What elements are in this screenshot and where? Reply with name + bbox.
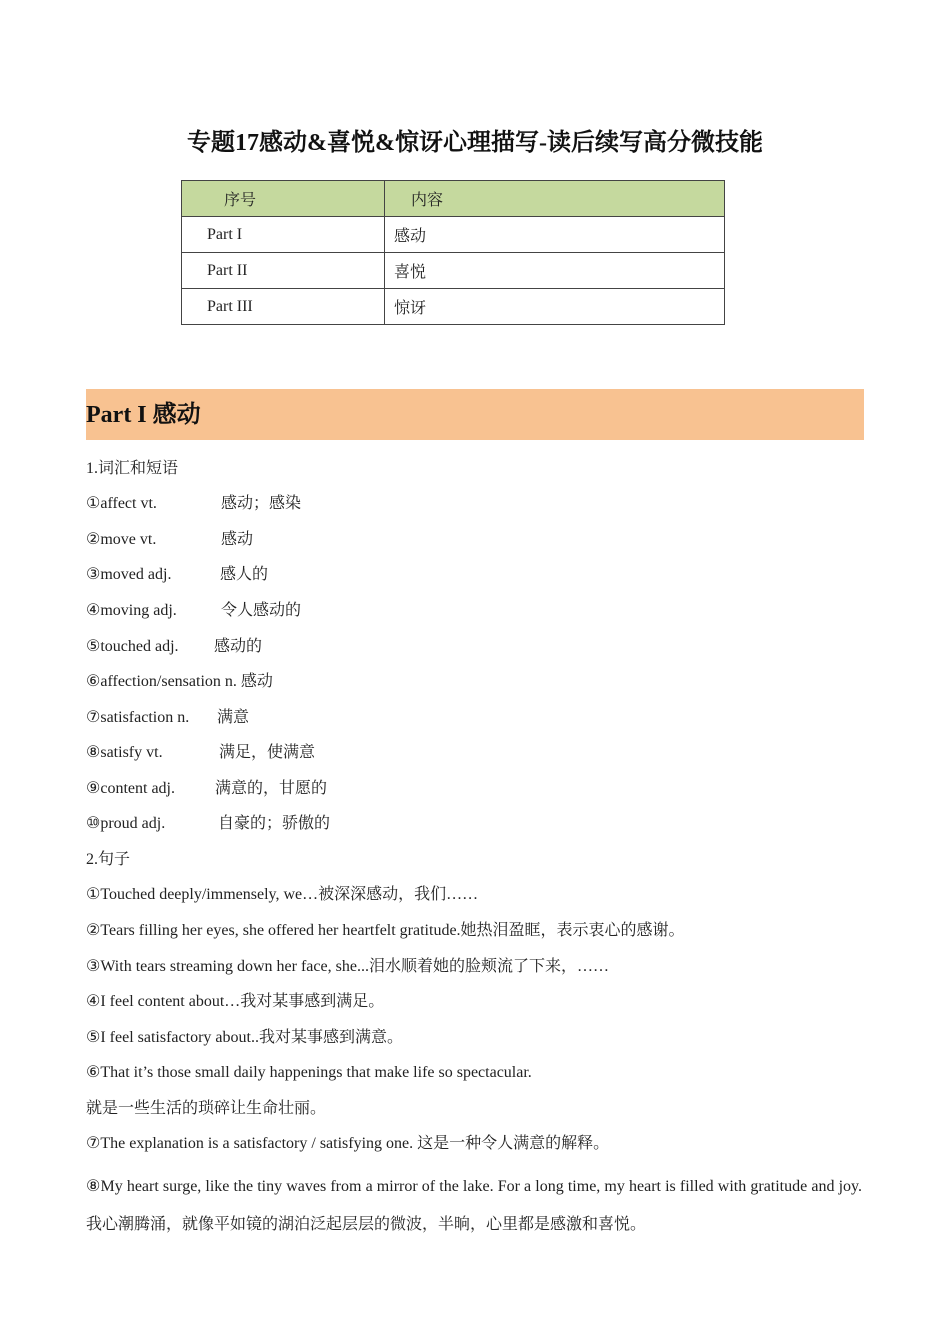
table-cell-topic: 喜悦 xyxy=(385,253,725,289)
vocab-meaning: 感人的 xyxy=(220,566,269,583)
table-cell-topic: 感动 xyxy=(385,217,725,253)
vocab-term: ②move vt. xyxy=(86,531,157,548)
vocab-term: ①affect vt. xyxy=(86,495,157,512)
table-row xyxy=(182,253,725,289)
vocab-term: ⑨content adj. xyxy=(86,780,175,797)
vocab-term: ⑩proud adj. xyxy=(86,815,166,832)
vocab-heading: 1.词汇和短语 xyxy=(86,460,179,477)
table-header-row xyxy=(182,181,725,217)
table-cell-part: Part II xyxy=(182,253,385,289)
vocab-meaning: 满意的，甘愿的 xyxy=(215,780,328,797)
vocab-meaning: 令人感动的 xyxy=(221,602,302,619)
vocab-item xyxy=(86,672,273,692)
vocab-meaning: 自豪的；骄傲的 xyxy=(218,815,331,832)
header-cell-number: 序号 xyxy=(182,181,385,217)
vocab-meaning: 满意 xyxy=(217,709,250,726)
vocab-item xyxy=(86,743,315,763)
header-cell-content: 内容 xyxy=(385,181,725,217)
sentence-item: ③With tears streaming down her face, she...泪水顺着她的脸颊流了下来，…… xyxy=(86,958,609,975)
vocab-meaning: 感动 xyxy=(240,673,273,690)
vocab-term: ⑥affection/sensation n. xyxy=(86,673,237,690)
vocab-item xyxy=(86,779,327,799)
vocab-item xyxy=(86,494,301,514)
table-row xyxy=(182,217,725,253)
sentence-translation: 就是一些生活的琐碎让生命壮丽。 xyxy=(86,1100,327,1117)
vocab-meaning: 满足，使满意 xyxy=(219,744,316,761)
vocab-meaning: 感动 xyxy=(221,531,254,548)
section-header-bar xyxy=(86,389,864,440)
vocab-item xyxy=(86,601,301,621)
vocab-meaning: 感动的 xyxy=(214,638,263,655)
vocab-item xyxy=(86,530,253,550)
sentence-item: ④I feel content about…我对某事感到满足。 xyxy=(86,993,385,1010)
vocab-item xyxy=(86,565,268,585)
sentence-item-long: ⑧My heart surge, like the tiny waves from a mirror of the lake. For a long time, my heart is filled with gratitude and joy.我心潮腾涌，就像平如镜的湖泊泛起层层的微波，半晌，心里都是感激和喜悦。 xyxy=(86,1178,862,1233)
vocab-item xyxy=(86,708,249,728)
sentence-item: ②Tears filling her eyes, she offered her heartfelt gratitude.她热泪盈眶，表示衷心的感谢。 xyxy=(86,922,685,939)
sentence-item: ①Touched deeply/immensely, we…被深深感动，我们…… xyxy=(86,886,479,903)
vocab-item xyxy=(86,814,330,834)
section-heading: Part I 感动 xyxy=(86,402,201,428)
vocab-term: ③moved adj. xyxy=(86,566,172,583)
vocab-term: ⑤touched adj. xyxy=(86,638,179,655)
table-cell-topic: 惊讶 xyxy=(385,289,725,325)
sentence-item: ⑤I feel satisfactory about..我对某事感到满意。 xyxy=(86,1029,403,1046)
sentences-heading: 2.句子 xyxy=(86,851,131,868)
table-cell-part: Part I xyxy=(182,217,385,253)
sentence-item: ⑥That it’s those small daily happenings that make life so spectacular. xyxy=(86,1064,532,1081)
page-title: 专题17感动&喜悦&惊讶心理描写-读后续写高分微技能 xyxy=(187,130,763,156)
vocab-term: ④moving adj. xyxy=(86,602,177,619)
contents-table xyxy=(181,180,725,325)
table-row xyxy=(182,289,725,325)
table-cell-part: Part III xyxy=(182,289,385,325)
vocab-item xyxy=(86,637,262,657)
sentence-item: ⑦The explanation is a satisfactory / satisfying one. 这是一种令人满意的解释。 xyxy=(86,1135,610,1152)
vocab-term: ⑦satisfaction n. xyxy=(86,709,190,726)
vocab-meaning: 感动；感染 xyxy=(221,495,302,512)
vocab-term: ⑧satisfy vt. xyxy=(86,744,163,761)
